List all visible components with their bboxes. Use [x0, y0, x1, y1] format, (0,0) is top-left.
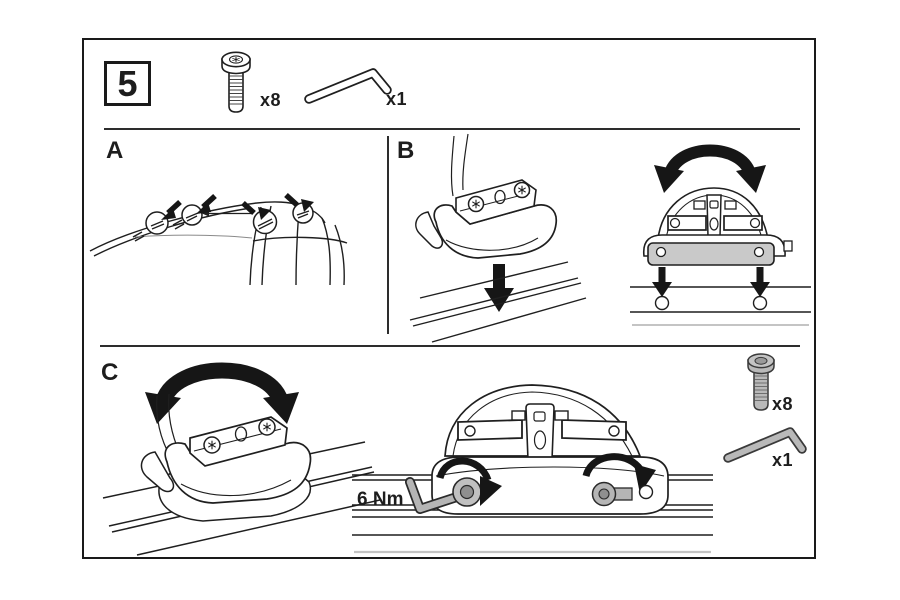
header-hex-key-qty-label: x1 — [386, 89, 408, 109]
foot-placement-side-diagram — [408, 130, 588, 345]
section-divider-horizontal — [100, 345, 800, 347]
section-c-label: C — [101, 359, 119, 386]
header-screw-qty-label: x8 — [260, 90, 282, 110]
header-hex-key-icon — [303, 62, 395, 106]
parts-hex-key-icon — [722, 422, 807, 464]
header-screw-icon — [216, 50, 256, 116]
torque-value-label: 6 Nm — [357, 489, 404, 510]
foot-rotation-side-diagram — [95, 352, 380, 557]
section-b-label: B — [397, 137, 415, 164]
step-number-box — [104, 61, 151, 106]
section-divider-vertical — [387, 136, 389, 334]
step-number: 5 — [117, 62, 138, 104]
parts-screw-qty-label: x8 — [772, 394, 794, 414]
section-a-label: A — [106, 137, 124, 164]
foot-rotation-front-diagram — [628, 135, 813, 340]
torque-tightening-diagram — [350, 378, 715, 558]
car-roof-mounting-points-diagram — [85, 185, 375, 285]
parts-hex-key-qty-label: x1 — [772, 450, 794, 470]
